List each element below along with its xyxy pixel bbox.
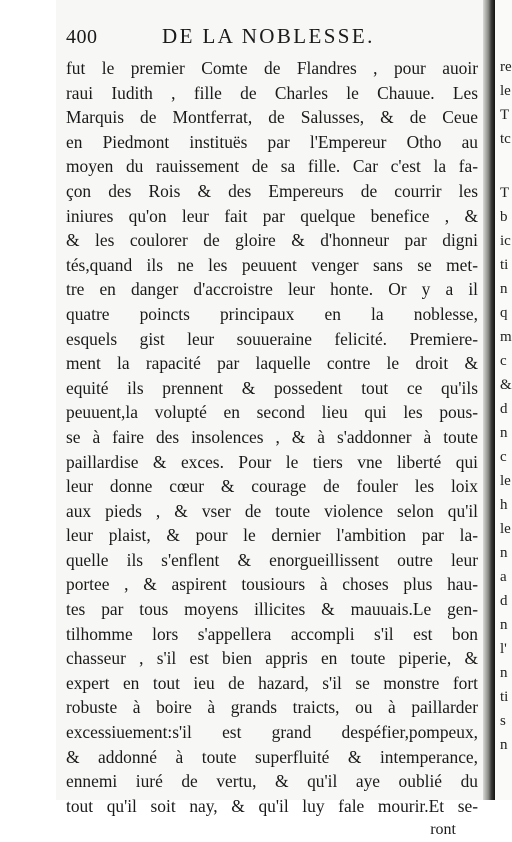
text-line: ennemi iuré de vertu, & qu'il aye oublié du [66,771,478,792]
facing-page-fragment: c [500,353,507,369]
text-line: tés,quand ils ne les peuuent venger sans se met- [66,254,478,275]
text-line: & les coulorer de gloire & d'honneur par digni [66,230,478,251]
facing-page-fragment: n [500,617,508,633]
facing-page-fragment: l' [500,641,507,657]
facing-page-fragment: m [500,329,512,345]
text-line: paillardise & exces. Pour le tiers vne liberté qui [66,451,478,472]
text-line: tes par tous moyens illicites & mauuais.Le gen- [66,599,478,620]
facing-page-fragment: T [500,107,510,123]
text-line: se à faire des insolences , & à s'addonner à toute [66,426,478,447]
facing-page-fragment: q [500,305,508,321]
text-line: moyen du rauissement de sa fille. Car c'est la fa- [66,156,478,177]
text-line: tilhomme lors s'appellera accompli s'il est bon [66,623,478,644]
facing-page-fragment: & [500,377,512,393]
text-line: tre en danger d'accroistre leur honte. Or y a il [66,279,478,300]
text-line: esquels gist leur souueraine felicité. Premiere- [66,328,478,349]
catchword: ront [430,821,456,839]
facing-page-fragment: d [500,401,508,417]
text-line: quatre poincts principaux en la noblesse, [66,303,478,324]
facing-page-fragment: ti [500,257,509,273]
text-line: quelle ils s'enflent & enorgueillissent outre leur [66,549,478,570]
facing-page-fragment: d [500,593,508,609]
left-margin [0,0,56,800]
text-line: ment la rapacité par laquelle contre le droit & [66,353,478,374]
text-line: iniures qu'on leur fait par quelque benefice , & [66,205,478,226]
facing-page-fragment: c [500,449,507,465]
text-line: peuuent,la volupté en second lieu qui les pous- [66,402,478,423]
text-line: çon des Rois & des Empereurs de courrir les [66,180,478,201]
text-line: raui Iudith , fille de Charles le Chauue. Les [66,82,478,103]
text-line: leur plaist, & pour le dernier l'ambition par la- [66,525,478,546]
book-gutter [483,0,495,800]
facing-page-fragment: n [500,737,508,753]
facing-page-fragment: le [500,473,511,489]
text-line: Marquis de Montferrat, de Salusses, & de Ceue [66,107,478,128]
text-line: portee , & aspirent tousiours à choses plus hau- [66,574,478,595]
facing-page-fragment: ti [500,689,509,705]
facing-page-fragment: tc [500,131,511,147]
page-number: 400 [66,26,98,48]
running-head: DE LA NOBLESSE. [162,24,375,48]
facing-page-fragment: h [500,497,508,513]
text-line: leur donne cœur & courage de fouler les loix [66,476,478,497]
facing-page-edge [495,0,512,800]
text-line: equité ils prennent & possedent tout ce qu'ils [66,377,478,398]
facing-page-fragment: b [500,209,508,225]
facing-page-fragment: s [500,713,506,729]
facing-page-fragment: n [500,665,508,681]
text-line: chasseur , s'il est bien appris en toute piperie, & [66,648,478,669]
body-text [66,56,478,818]
text-line: robuste à boire à grands traicts, ou à paillarder [66,697,478,718]
text-line: en Piedmont instituës par l'Empereur Otho au [66,131,478,152]
book-page [66,20,478,842]
facing-page-fragment: le [500,521,511,537]
facing-page-fragment: le [500,83,511,99]
page-header [66,20,478,52]
text-line: excessiuement:s'il est grand despéfier,pompeux, [66,722,478,743]
facing-page-fragment: n [500,281,508,297]
facing-page-fragment: T [500,185,510,201]
text-line: tout qu'il soit nay, & qu'il luy fale mourir.Et se- [66,795,478,816]
facing-page-fragment: re [500,59,512,75]
text-line: expert en tout ieu de hazard, s'il se monstre fort [66,672,478,693]
facing-page-fragment: n [500,545,508,561]
facing-page-fragment: a [500,569,507,585]
facing-page-fragment: n [500,425,508,441]
facing-page-fragment: ic [500,233,511,249]
text-line: fut le premier Comte de Flandres , pour auoir [66,58,478,78]
text-line: & addonné à toute superfluité & intemperance, [66,746,478,767]
text-line: aux pieds , & vser de toute violence selon qu'il [66,500,478,521]
